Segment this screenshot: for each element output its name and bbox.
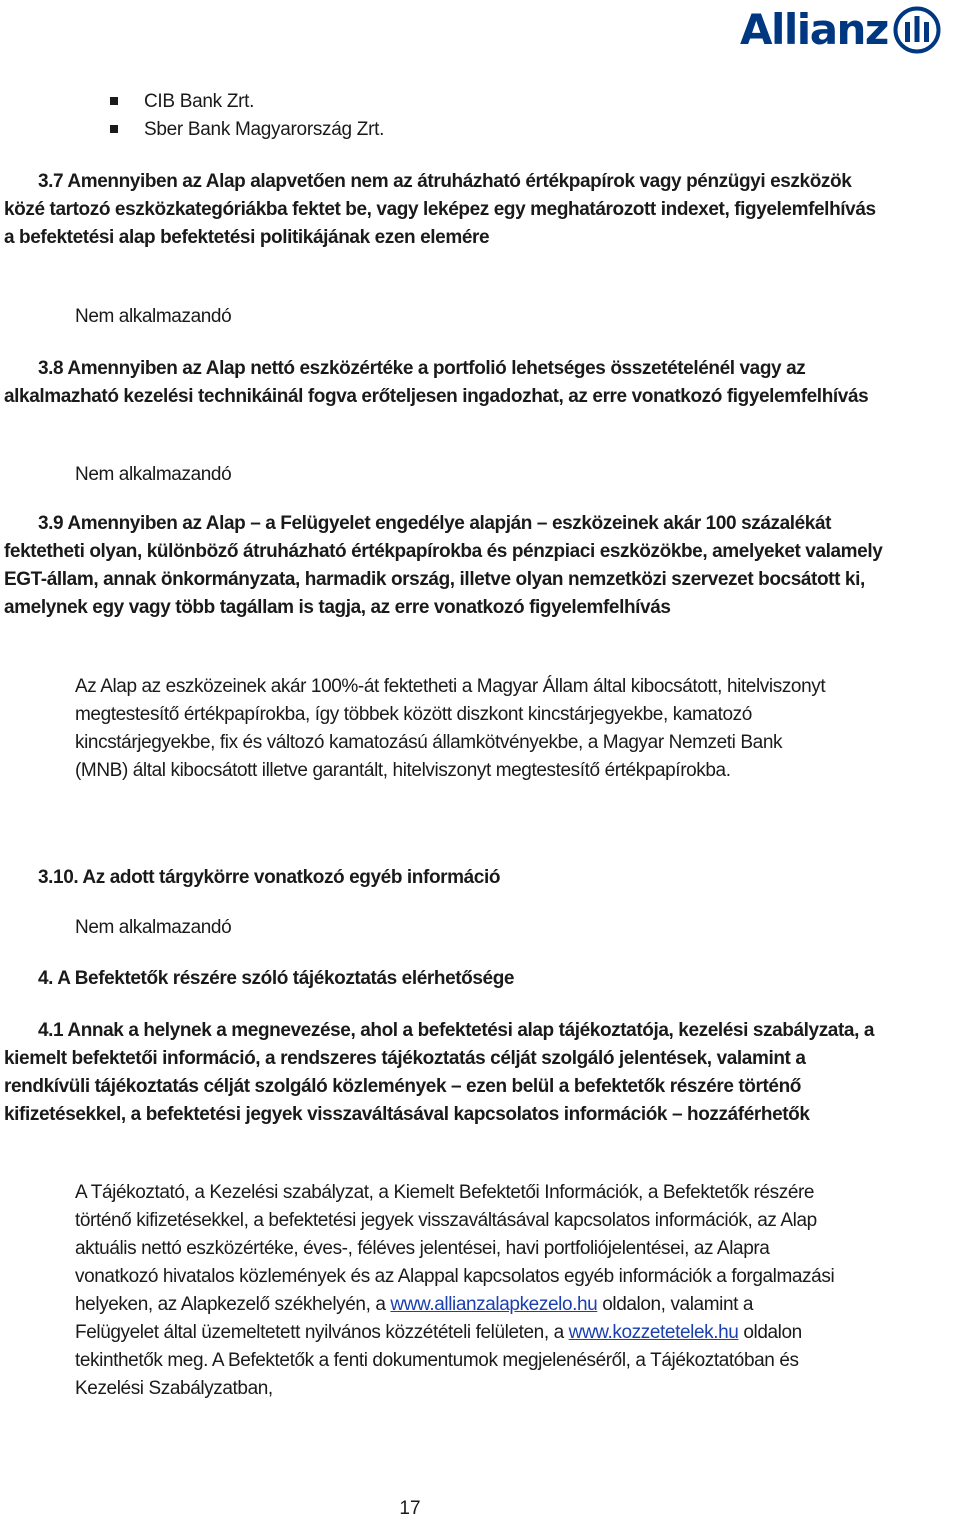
section-4-1-body: A Tájékoztató, a Kezelési szabályzat, a Kiemelt Befektetői Információk, a Befektetők részére történő kifizetésekkel, a befektetési jegyek visszaváltásával kapcsolatos információk, az Alap aktuális nettó eszközértéke, éves-, féléves jelentései, havi portfoliójelentései, az Alapra vonatkozó hivatalos közlemények és az Alappal kapcsolatos egyéb információk a forgalmazási helyeken, az Alapkezelő székhelyén, a www.allianzalapkezelo.hu oldalon, valamint a Felügyelet által üzemeltetett nyilvános közzétételi felületen, a www.kozzetetelek.hu oldalon tekinthetők meg. A Befektetők a fenti dokumentumok megjelenéséről, a Tájékoztatóban és Kezelési Szabályzatban, [75,1182,835,1399]
section-3-8-body: Nem alkalmazandó [75,464,232,485]
section-3-7-heading: 3.7 Amennyiben az Alap alapvetően nem az átruházható értékpapírok vagy pénzügyi eszközök közé tartozó eszközkategóriákba fektet be, vagy leképez egy meghatározott indexet, figyelemfelhívás a befektetési alap befektetési politikájának ezen elemére [4,171,876,248]
kozzetetelek-link[interactable]: www.kozzetetelek.hu [568,1322,739,1343]
section-3-7-body: Nem alkalmazandó [75,306,232,327]
section-3-9-heading: 3.9 Amennyiben az Alap – a Felügyelet engedélye alapján – eszközeinek akár 100 százalékát fektetheti olyan, különböző átruházható értékpapírokba és pénzpiaci eszközökbe, amelyeket valamely EGT-állam, annak önkormányzata, harmadik ország, illetve olyan nemzetközi szervezet bocsátott ki, amelynek egy vagy több tagállam is tagja, az erre vonatkozó figyelemfelhívás [4,513,883,618]
section-3-10-body: Nem alkalmazandó [75,917,232,938]
bank-list [110,88,384,144]
allianz-logo [740,2,956,58]
allianzalapkezelo-link[interactable]: www.allianzalapkezelo.hu [390,1294,598,1315]
list-item: CIB Bank Zrt. [110,88,384,116]
section-3-10-heading: 3.10. Az adott tárgykörre vonatkozó egyéb információ [38,867,501,888]
section-3-8-heading: 3.8 Amennyiben az Alap nettó eszközértéke a portfolió lehetséges összetételénél vagy az alkalmazható kezelési technikáinál fogva erőteljesen ingadozhat, az erre vonatkozó figyelemfelhívás [4,358,869,407]
page-number: 17 [399,1498,421,1519]
list-item: Sber Bank Magyarország Zrt. [110,116,384,144]
section-4-heading: 4. A Befektetők részére szóló tájékoztatás elérhetősége [38,968,515,989]
allianz-eagle-icon [892,5,942,55]
brand-name: Allianz [740,5,888,54]
section-3-9-body: Az Alap az eszközeinek akár 100%-át fektetheti a Magyar Állam által kibocsátott, hitelviszonyt megtestesítő értékpapírokba, így többek között diszkont kincstárjegyekbe, kamatozó kincstárjegyekbe, fix és változó kamatozású államkötvényekbe, a Magyar Nemzeti Bank (MNB) által kibocsátott illetve garantált, hitelviszonyt megtestesítő értékpapírokba. [75,676,826,781]
section-4-1-heading: 4.1 Annak a helynek a megnevezése, ahol a befektetési alap tájékoztatója, kezelési szabályzata, a kiemelt befektetői információ, a rendszeres tájékoztatás célját szolgáló jelentések, valamint a rendkívüli tájékoztatás célját szolgáló közlemények – ezen belül a befektetők részére történő kifizetésekkel, a befektetési jegyek visszaváltásával kapcsolatos információk – hozzáférhetők [4,1020,874,1125]
